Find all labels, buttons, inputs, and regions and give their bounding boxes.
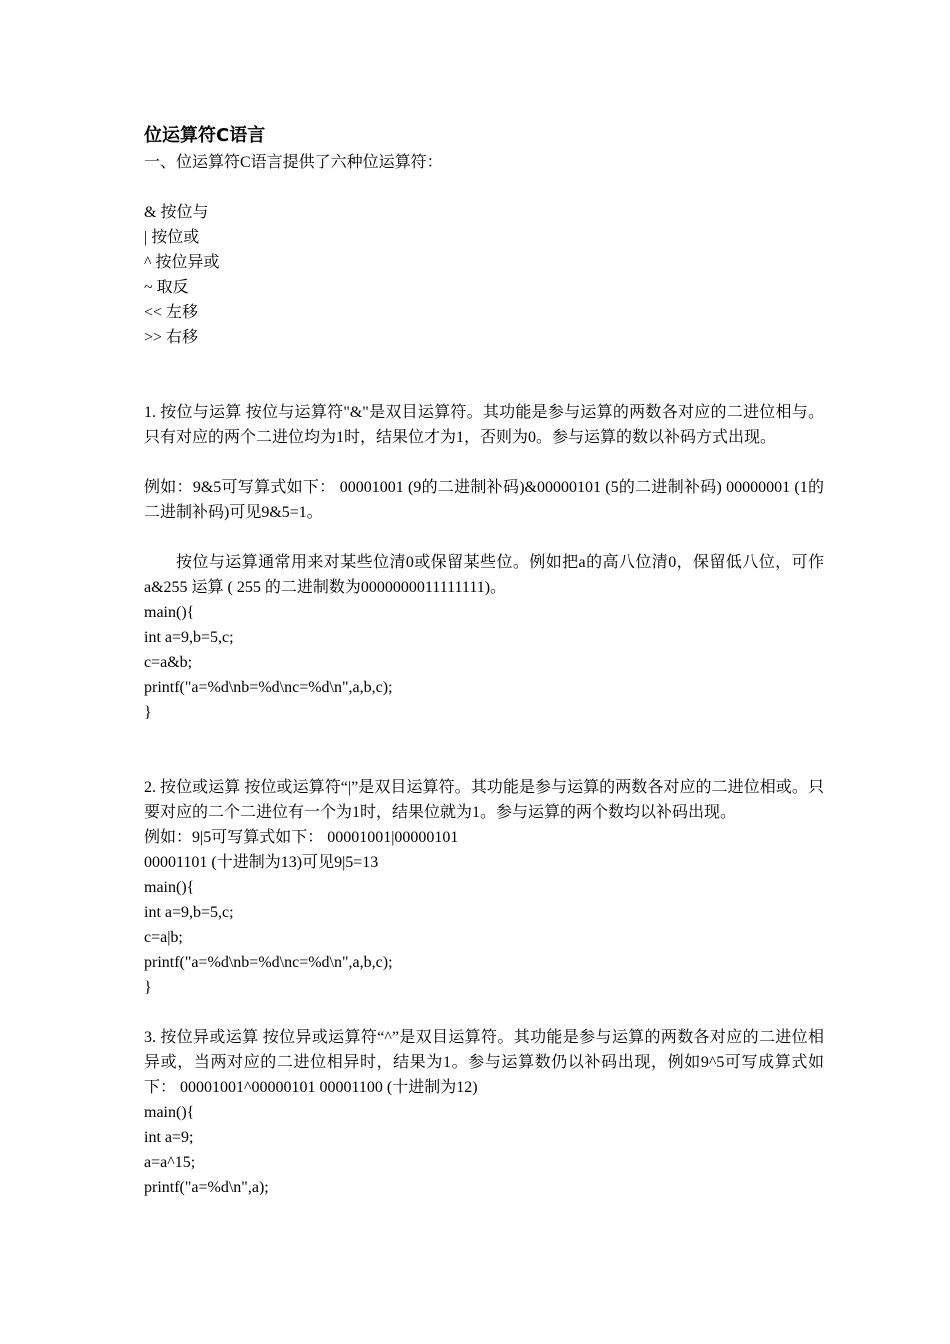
- code-line: main(){: [144, 604, 195, 621]
- code-line: }: [144, 979, 152, 996]
- operator-item: >> 右移: [144, 329, 199, 346]
- intro-line: 一、位运算符C语言提供了六种位运算符：: [144, 154, 443, 171]
- section-xor: [144, 1025, 824, 1200]
- code-line: main(){: [144, 1104, 195, 1121]
- section-or: [144, 775, 824, 1000]
- doc-title: 位运算符C语言: [144, 125, 266, 146]
- operator-item: | 按位或: [144, 229, 200, 246]
- section-xor-paragraph: 3. 按位异或运算 按位异或运算符“^”是双目运算符。其功能是参与运算的两数各对应的二进位相异或，当两对应的二进位相异时，结果为1。参与运算数仍以补码出现，例如9^5可写成算式如下： 00001001^00000101 00001100 (十进制为12): [144, 1029, 824, 1096]
- section-and-paragraph-2: 按位与运算通常用来对某些位清0或保留某些位。例如把a的高八位清0，保留低八位，可作 a&255 运算 ( 255 的二进制数为0000000011111111)。: [144, 554, 824, 596]
- operator-list: [144, 200, 824, 350]
- code-block: [144, 1100, 824, 1200]
- operator-item: & 按位与: [144, 204, 209, 221]
- operator-item: << 左移: [144, 304, 199, 321]
- code-line: printf("a=%d\nb=%d\nc=%d\n",a,b,c);: [144, 954, 393, 971]
- code-line: }: [144, 704, 152, 721]
- code-line: c=a|b;: [144, 929, 183, 946]
- section-and-example: 例如：9&5可写算式如下： 00001001 (9的二进制补码)&00000101 (5的二进制补码) 00000001 (1的二进制补码)可见9&5=1。: [144, 479, 824, 521]
- section-or-example-line-1: 例如：9|5可写算式如下： 00001001|00000101: [144, 829, 459, 846]
- code-line: int a=9,b=5,c;: [144, 629, 234, 646]
- code-block: [144, 600, 824, 725]
- section-and: [144, 400, 824, 725]
- section-and-paragraph: 1. 按位与运算 按位与运算符"&"是双目运算符。其功能是参与运算的两数各对应的二进位相与。只有对应的两个二进位均为1时，结果位才为1，否则为0。参与运算的数以补码方式出现。: [144, 404, 824, 446]
- code-line: printf("a=%d\n",a);: [144, 1179, 269, 1196]
- section-or-paragraph: 2. 按位或运算 按位或运算符“|”是双目运算符。其功能是参与运算的两数各对应的二进位相或。只要对应的二个二进位有一个为1时，结果位就为1。参与运算的两个数均以补码出现。: [144, 779, 824, 821]
- operator-item: ~ 取反: [144, 279, 189, 296]
- code-line: main(){: [144, 879, 195, 896]
- document-body: [144, 122, 824, 1200]
- code-block: [144, 875, 824, 1000]
- code-line: printf("a=%d\nb=%d\nc=%d\n",a,b,c);: [144, 679, 393, 696]
- section-or-example-line-2: 00001101 (十进制为13)可见9|5=13: [144, 854, 379, 871]
- code-line: a=a^15;: [144, 1154, 196, 1171]
- operator-item: ^ 按位异或: [144, 254, 220, 271]
- code-line: int a=9;: [144, 1129, 194, 1146]
- code-line: int a=9,b=5,c;: [144, 904, 234, 921]
- code-line: c=a&b;: [144, 654, 193, 671]
